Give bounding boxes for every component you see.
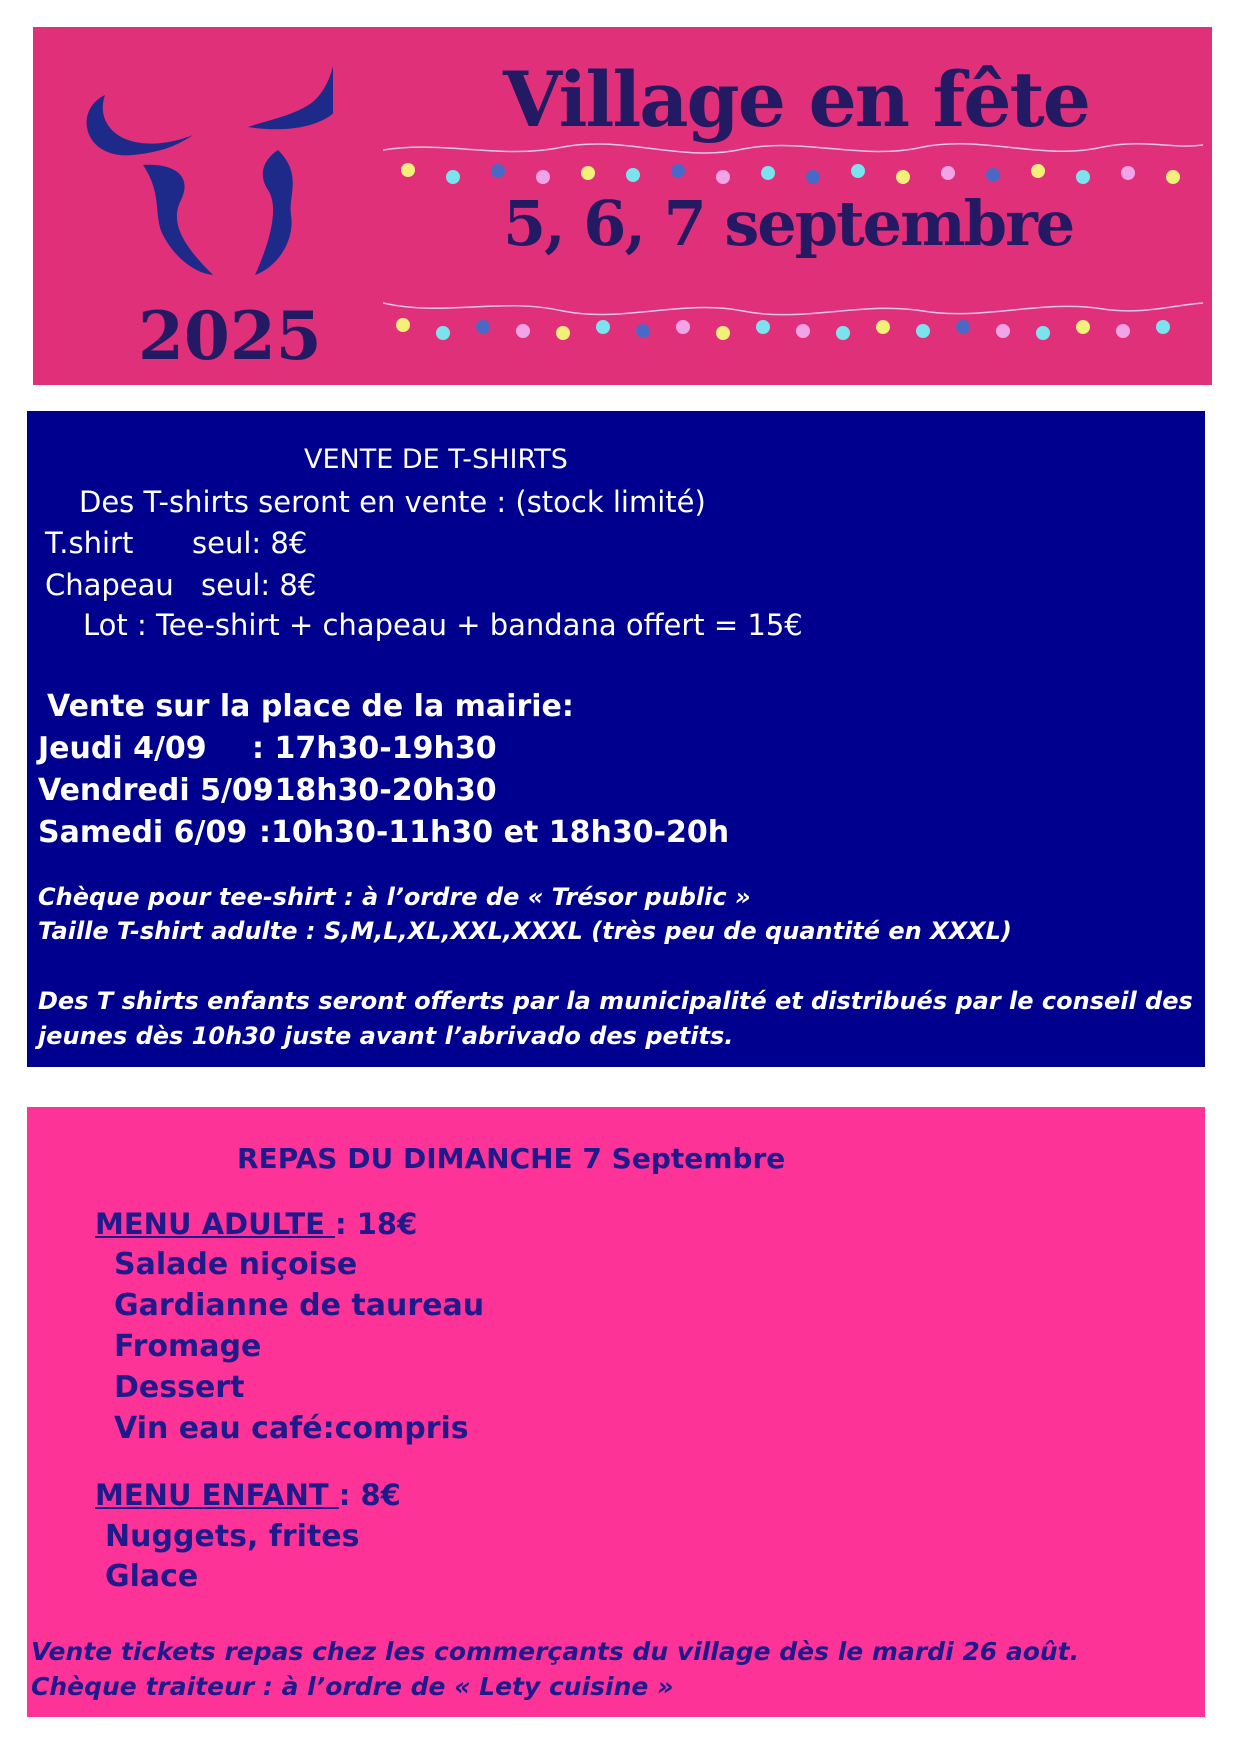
- menu-item: Vin eau café:compris: [114, 1411, 469, 1446]
- menu-item: Glace: [105, 1559, 199, 1594]
- adult-menu-label: MENU ADULTE: [95, 1207, 336, 1241]
- schedule-hours: : 18h30-20h30: [252, 773, 497, 808]
- tshirt-intro: Des T-shirts seront en vente : (stock limité): [79, 485, 706, 519]
- tshirt-sales-section: [27, 411, 1205, 1067]
- menu-item: Nuggets, frites: [105, 1519, 360, 1554]
- schedule-day: Vendredi 5/09: [38, 773, 274, 808]
- child-menu-price: : 8€: [338, 1478, 401, 1512]
- price-value: seul: 8€: [201, 568, 317, 602]
- sale-place-title: Vente sur la place de la mairie:: [47, 689, 574, 724]
- menu-item: Salade niçoise: [114, 1247, 358, 1282]
- caterer-cheque-note: Chèque traiteur : à l’ordre de « Lety cuisine »: [31, 1672, 674, 1701]
- meal-heading: REPAS DU DIMANCHE 7 Septembre: [237, 1142, 786, 1175]
- price-value: seul: 8€: [192, 526, 308, 560]
- sunday-meal-section: [27, 1107, 1205, 1717]
- kids-note: jeunes dès 10h30 juste avant l’abrivado des petits.: [38, 1022, 734, 1050]
- menu-item: Gardianne de taureau: [114, 1288, 485, 1323]
- string-lights-icon: [383, 135, 1203, 195]
- price-item: T.shirt: [45, 526, 134, 560]
- menu-item: Fromage: [114, 1329, 262, 1364]
- menu-item: Dessert: [114, 1370, 245, 1405]
- schedule-day: Jeudi 4/09: [38, 731, 207, 766]
- kids-note: Des T shirts enfants seront offerts par la municipalité et distribués par le conseil des: [38, 987, 1193, 1015]
- price-item: Chapeau: [45, 568, 174, 602]
- lot-offer: Lot : Tee-shirt + chapeau + bandana offert = 15€: [83, 608, 803, 642]
- schedule-hours: :10h30-11h30 et 18h30-20h: [259, 815, 730, 850]
- child-menu-title: [95, 1478, 401, 1512]
- schedule-day: Samedi 6/09: [38, 815, 248, 850]
- event-dates: 5, 6, 7 septembre: [503, 187, 1074, 260]
- bull-horns-icon: [63, 35, 333, 300]
- tickets-note: Vente tickets repas chez les commerçants du village dès le mardi 26 août.: [31, 1637, 1080, 1666]
- page-title: Village en fête: [503, 55, 1090, 144]
- adult-menu-price: : 18€: [335, 1207, 418, 1241]
- header-banner: [33, 27, 1212, 385]
- schedule-hours: : 17h30-19h30: [252, 731, 497, 766]
- string-lights-icon: [383, 295, 1203, 355]
- sizes-note: Taille T-shirt adulte : S,M,L,XL,XXL,XXXL (très peu de quantité en XXXL): [38, 917, 1012, 945]
- adult-menu-title: [95, 1207, 417, 1241]
- child-menu-label: MENU ENFANT: [95, 1478, 339, 1512]
- tshirt-heading: VENTE DE T-SHIRTS: [304, 444, 568, 475]
- cheque-note: Chèque pour tee-shirt : à l’ordre de « Trésor public »: [38, 883, 751, 911]
- year-label: 2025: [138, 297, 322, 375]
